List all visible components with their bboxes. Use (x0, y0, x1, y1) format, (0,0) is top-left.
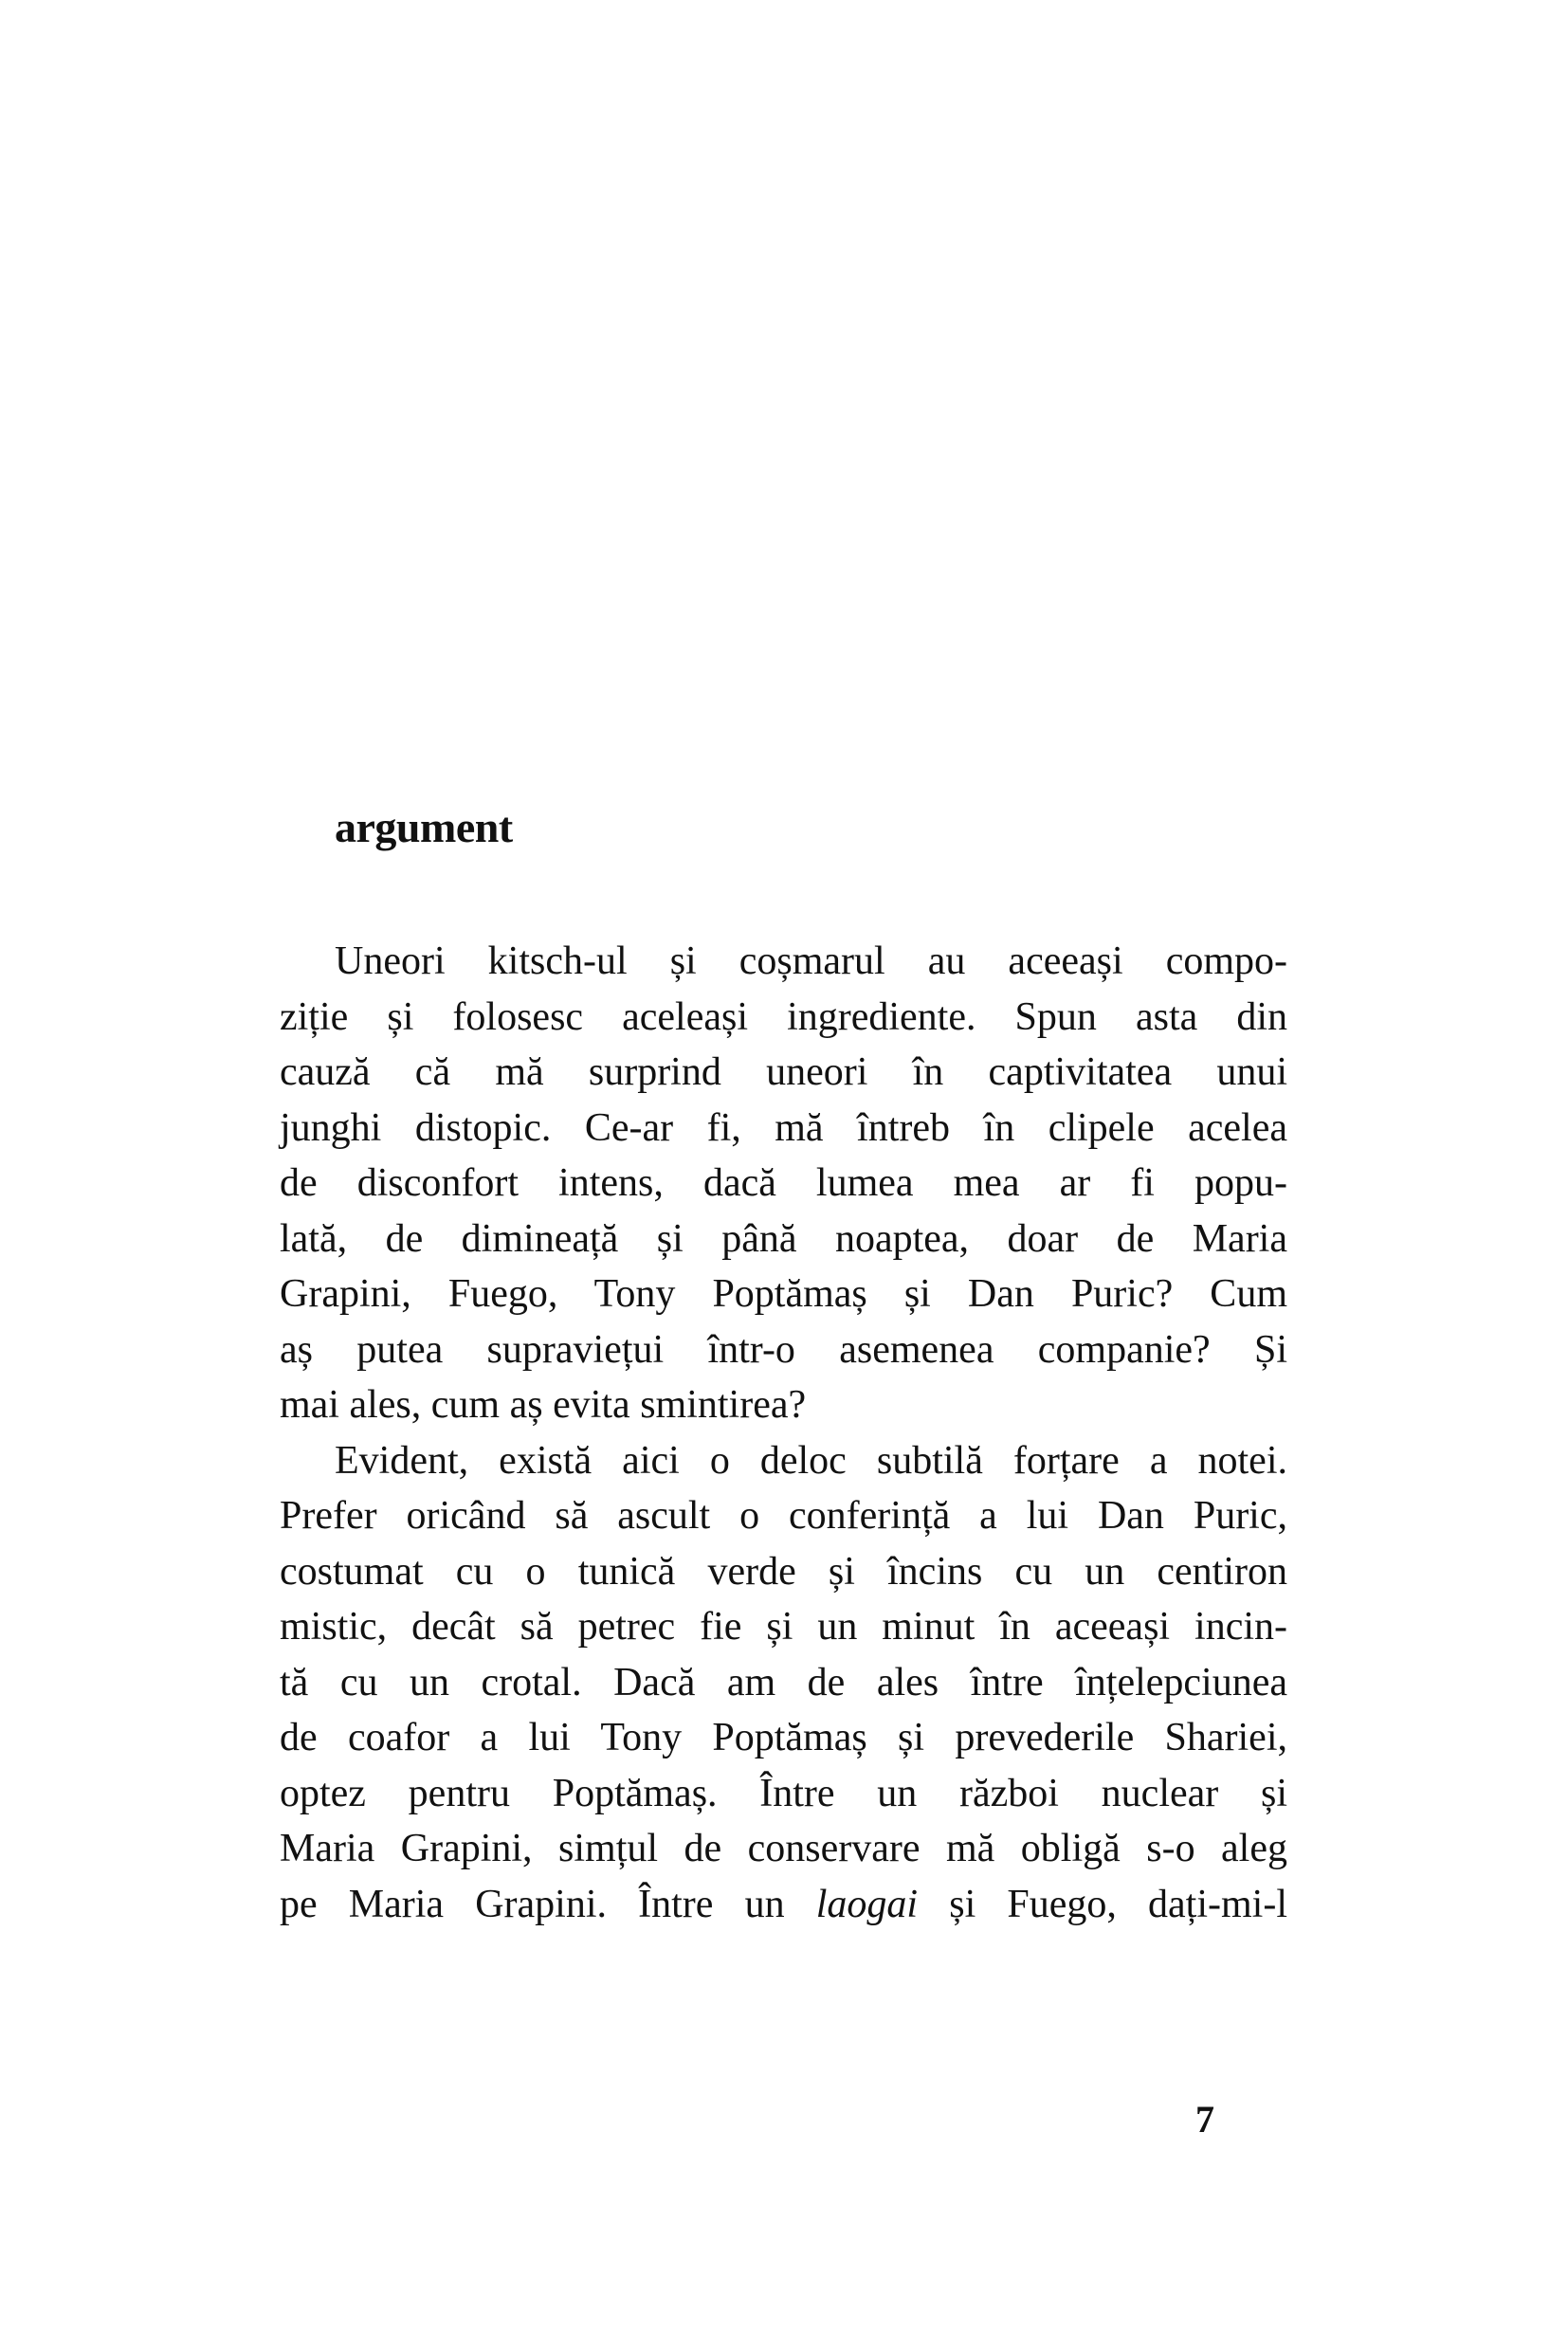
chapter-heading: argument (335, 803, 513, 851)
text-line: junghi distopic. Ce-ar fi, mă întreb în clipele acelea (280, 1105, 1287, 1150)
text-line: costumat cu o tunică verde și încins cu un centiron (280, 1549, 1287, 1594)
text-line (280, 1877, 1287, 1933)
text-segment: și Fuego, dați-mi-l (918, 1882, 1287, 1926)
text-line: Prefer oricând să ascult o conferință a lui Dan Puric, (280, 1494, 1287, 1538)
body-text (280, 934, 1287, 1932)
text-line: Evident, există aici o deloc subtilă forțare a notei. (335, 1438, 1287, 1483)
text-line: ziție și folosesc aceleași ingrediente. Spun asta din (280, 994, 1287, 1039)
text-line: mistic, decât să petrec fie și un minut în aceeași incin- (280, 1605, 1287, 1649)
italic-term: laogai (815, 1882, 919, 1926)
text-line: de coafor a lui Tony Poptămaș și prevederile Shariei, (280, 1716, 1287, 1759)
text-line: Grapini, Fuego, Tony Poptămaș și Dan Puric? Cum (280, 1272, 1287, 1316)
text-line: lată, de dimineață și până noaptea, doar de Maria (280, 1216, 1287, 1261)
text-line: tă cu un crotal. Dacă am de ales între înțelepciunea (280, 1660, 1287, 1704)
text-line: optez pentru Poptămaș. Între un război nuclear și (280, 1771, 1287, 1815)
text-line: aș putea supraviețui într-o asemenea companie? Și (280, 1327, 1287, 1372)
text-segment: pe Maria Grapini. Între un (280, 1882, 816, 1926)
text-line: mai ales, cum aș evita smintirea? (280, 1383, 807, 1427)
text-line: Uneori kitsch-ul și coșmarul au aceeași compo- (335, 939, 1287, 983)
text-line: cauză că mă surprind uneori în captivitatea unui (280, 1050, 1287, 1094)
text-line: Maria Grapini, simțul de conservare mă obligă s-o aleg (280, 1827, 1287, 1870)
page-number: 7 (1195, 2098, 1214, 2141)
text-line: de disconfort intens, dacă lumea mea ar fi popu- (280, 1161, 1287, 1205)
